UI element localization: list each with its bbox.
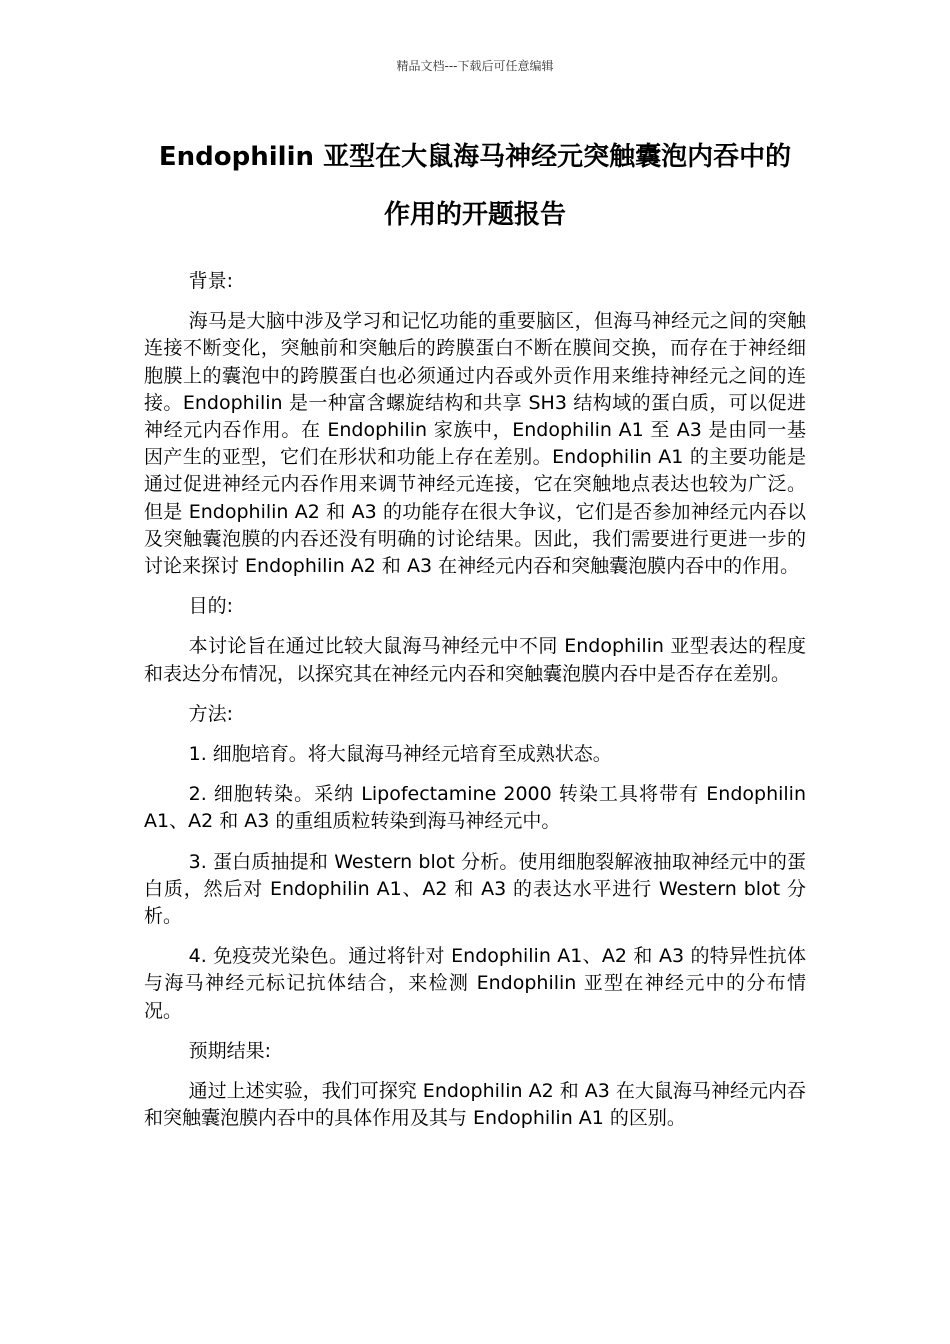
background-paragraph: 海马是大脑中涉及学习和记忆功能的重要脑区，但海马神经元之间的突触连接不断变化，突触前和突触后的跨膜蛋白不断在膜间交换，而存在于神经细胞膜上的囊泡中的跨膜蛋白也必须通过内吞或外贡作用来维持神经元之间的连接。Endophilin 是一种富含螺旋结构和共享 SH3 结构域的蛋白质，可以促进神经元内吞作用。在 Endophilin 家族中，Endophilin A1 至 A3 是由同一基因产生的亚型，它们在形状和功能上存在差别。Endophilin A1 的主要功能是通过促进神经元内吞作用来调节神经元连接，它在突触地点表达也较为广泛。但是 Endophilin A2 和 A3 的功能存在很大争议，它们是否参加神经元内吞以及突触囊泡膜的内吞还没有明确的讨论结果。因此，我们需要进行更进一步的讨论来探讨 Endophilin A2 和 A3 在神经元内吞和突触囊泡膜内吞中的作用。	[144, 310, 806, 578]
title-line-2: 作用的开题报告	[383, 200, 566, 230]
method-item-1: 1. 细胞培育。将大鼠海马神经元培育至成熟状态。	[188, 743, 612, 766]
method-item-3: 3. 蛋白质抽提和 Western blot 分析。使用细胞裂解液抽取神经元中的蛋白质，然后对 Endophilin A1、A2 和 A3 的表达水平进行 Western blot 分析。	[144, 850, 806, 928]
method-item-4: 4. 免疫荧光染色。通过将针对 Endophilin A1、A2 和 A3 的特异性抗体与海马神经元标记抗体结合，来检测 Endophilin 亚型在神经元中的分布情况。	[144, 945, 806, 1022]
results-heading: 预期结果:	[188, 1039, 272, 1062]
header-note: 精品文档---下载后可任意编辑	[396, 59, 554, 73]
method-item-2: 2. 细胞转染。采纳 Lipofectamine 2000 转染工具将带有 Endophilin A1、A2 和 A3 的重组质粒转染到海马神经元中。	[144, 783, 806, 833]
purpose-paragraph: 本讨论旨在通过比较大鼠海马神经元中不同 Endophilin 亚型表达的程度和表达分布情况，以探究其在神经元内吞和突触囊泡膜内吞中是否存在差别。	[144, 635, 806, 685]
document-title	[120, 128, 830, 244]
background-heading: 背景:	[188, 270, 234, 292]
results-paragraph: 通过上述实验，我们可探究 Endophilin A2 和 A3 在大鼠海马神经元内吞和突触囊泡膜内吞中的具体作用及其与 Endophilin A1 的区别。	[144, 1080, 806, 1130]
purpose-heading: 目的:	[188, 595, 234, 618]
document-body	[144, 268, 806, 1145]
title-line-1: Endophilin 亚型在大鼠海马神经元突触囊泡内吞中的	[158, 142, 792, 172]
methods-heading: 方法:	[188, 702, 234, 725]
